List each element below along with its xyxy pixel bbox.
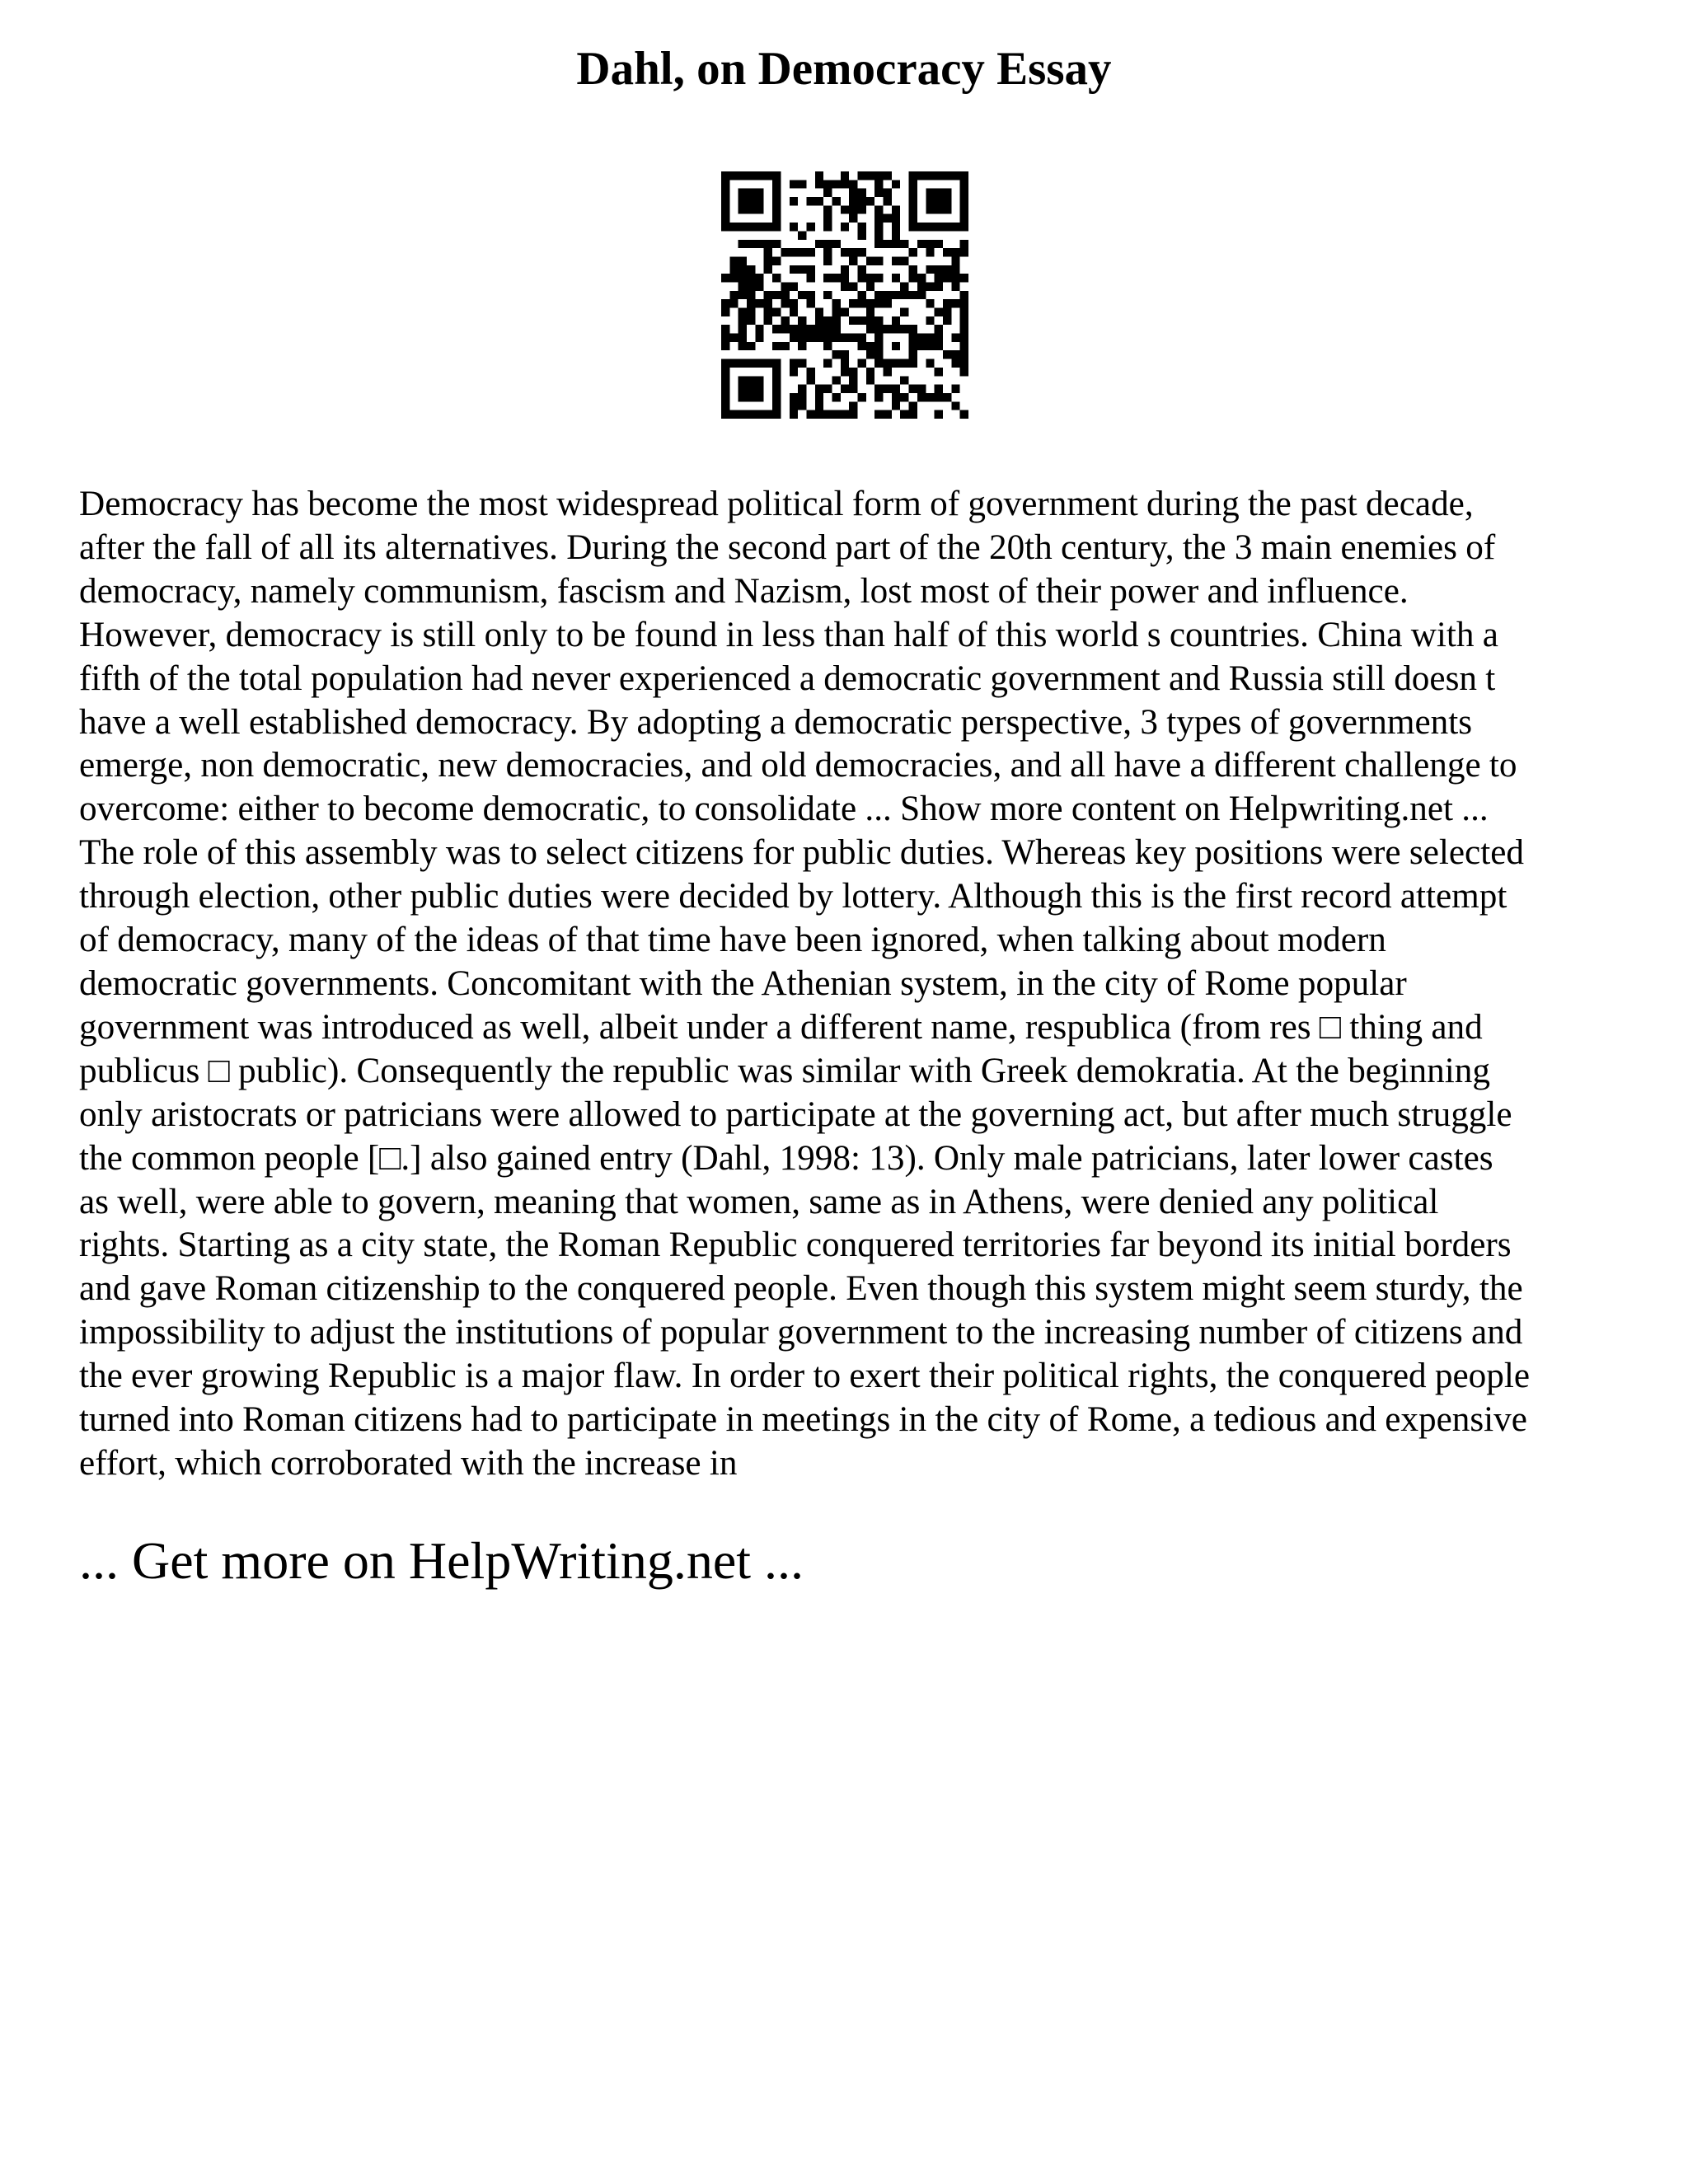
body-line: the ever growing Republic is a major flaw. In order to exert their political rights, the conquered people — [79, 1357, 1530, 1396]
body-line: impossibility to adjust the institutions of popular government to the increasing number of citizens and — [79, 1313, 1523, 1352]
body-line: turned into Roman citizens had to participate in meetings in the city of Rome, a tedious and expensive — [79, 1400, 1527, 1440]
body-line: overcome: either to become democratic, to consolidate ... Show more content on Helpwriting.net ... — [79, 790, 1489, 829]
body-line: democracy, namely communism, fascism and Nazism, lost most of their power and influence. — [79, 571, 1409, 611]
qr-code — [721, 171, 968, 419]
body-line: only aristocrats or patricians were allowed to participate at the governing act, but after much struggle — [79, 1094, 1512, 1134]
body-line: after the fall of all its alternatives. During the second part of the 20th century, the 3 main enemies of — [79, 527, 1496, 567]
body-line: the common people [□.] also gained entry (Dahl, 1998: 13). Only male patricians, later lower castes — [79, 1138, 1493, 1178]
body-line: rights. Starting as a city state, the Roman Republic conquered territories far beyond its initial borders — [79, 1226, 1512, 1265]
body-line: emerge, non democratic, new democracies, and old democracies, and all have a different challenge to — [79, 746, 1517, 785]
body-line: However, democracy is still only to be found in less than half of this world s countries. China with a — [79, 615, 1498, 654]
body-line: democratic governments. Concomitant with the Athenian system, in the city of Rome popular — [79, 963, 1407, 1003]
body-line: have a well established democracy. By adopting a democratic perspective, 3 types of governments — [79, 702, 1473, 742]
qr-code-icon — [721, 171, 968, 419]
essay-body — [79, 483, 1629, 1486]
body-line: of democracy, many of the ideas of that time have been ignored, when talking about modern — [79, 921, 1386, 960]
body-line: through election, other public duties were decided by lottery. Although this is the first record attempt — [79, 877, 1507, 916]
body-line: publicus □ public). Consequently the republic was similar with Greek demokratia. At the beginning — [79, 1051, 1490, 1090]
body-line: and gave Roman citizenship to the conquered people. Even though this system might seem sturdy, the — [79, 1269, 1523, 1309]
page-title: Dahl, on Democracy Essay — [576, 43, 1112, 95]
body-line: as well, were able to govern, meaning that women, same as in Athens, were denied any political — [79, 1182, 1439, 1221]
body-line: government was introduced as well, albeit under a different name, respublica (from res □ thing and — [79, 1007, 1483, 1047]
body-line: The role of this assembly was to select citizens for public duties. Whereas key positions were selected — [79, 833, 1524, 873]
body-line: Democracy has become the most widespread political form of government during the past decade, — [79, 485, 1474, 523]
body-line: effort, which corroborated with the increase in — [79, 1443, 738, 1483]
get-more-link[interactable]: ... Get more on HelpWriting.net ... — [79, 1531, 804, 1590]
body-line: fifth of the total population had never experienced a democratic government and Russia still doesn t — [79, 658, 1496, 698]
